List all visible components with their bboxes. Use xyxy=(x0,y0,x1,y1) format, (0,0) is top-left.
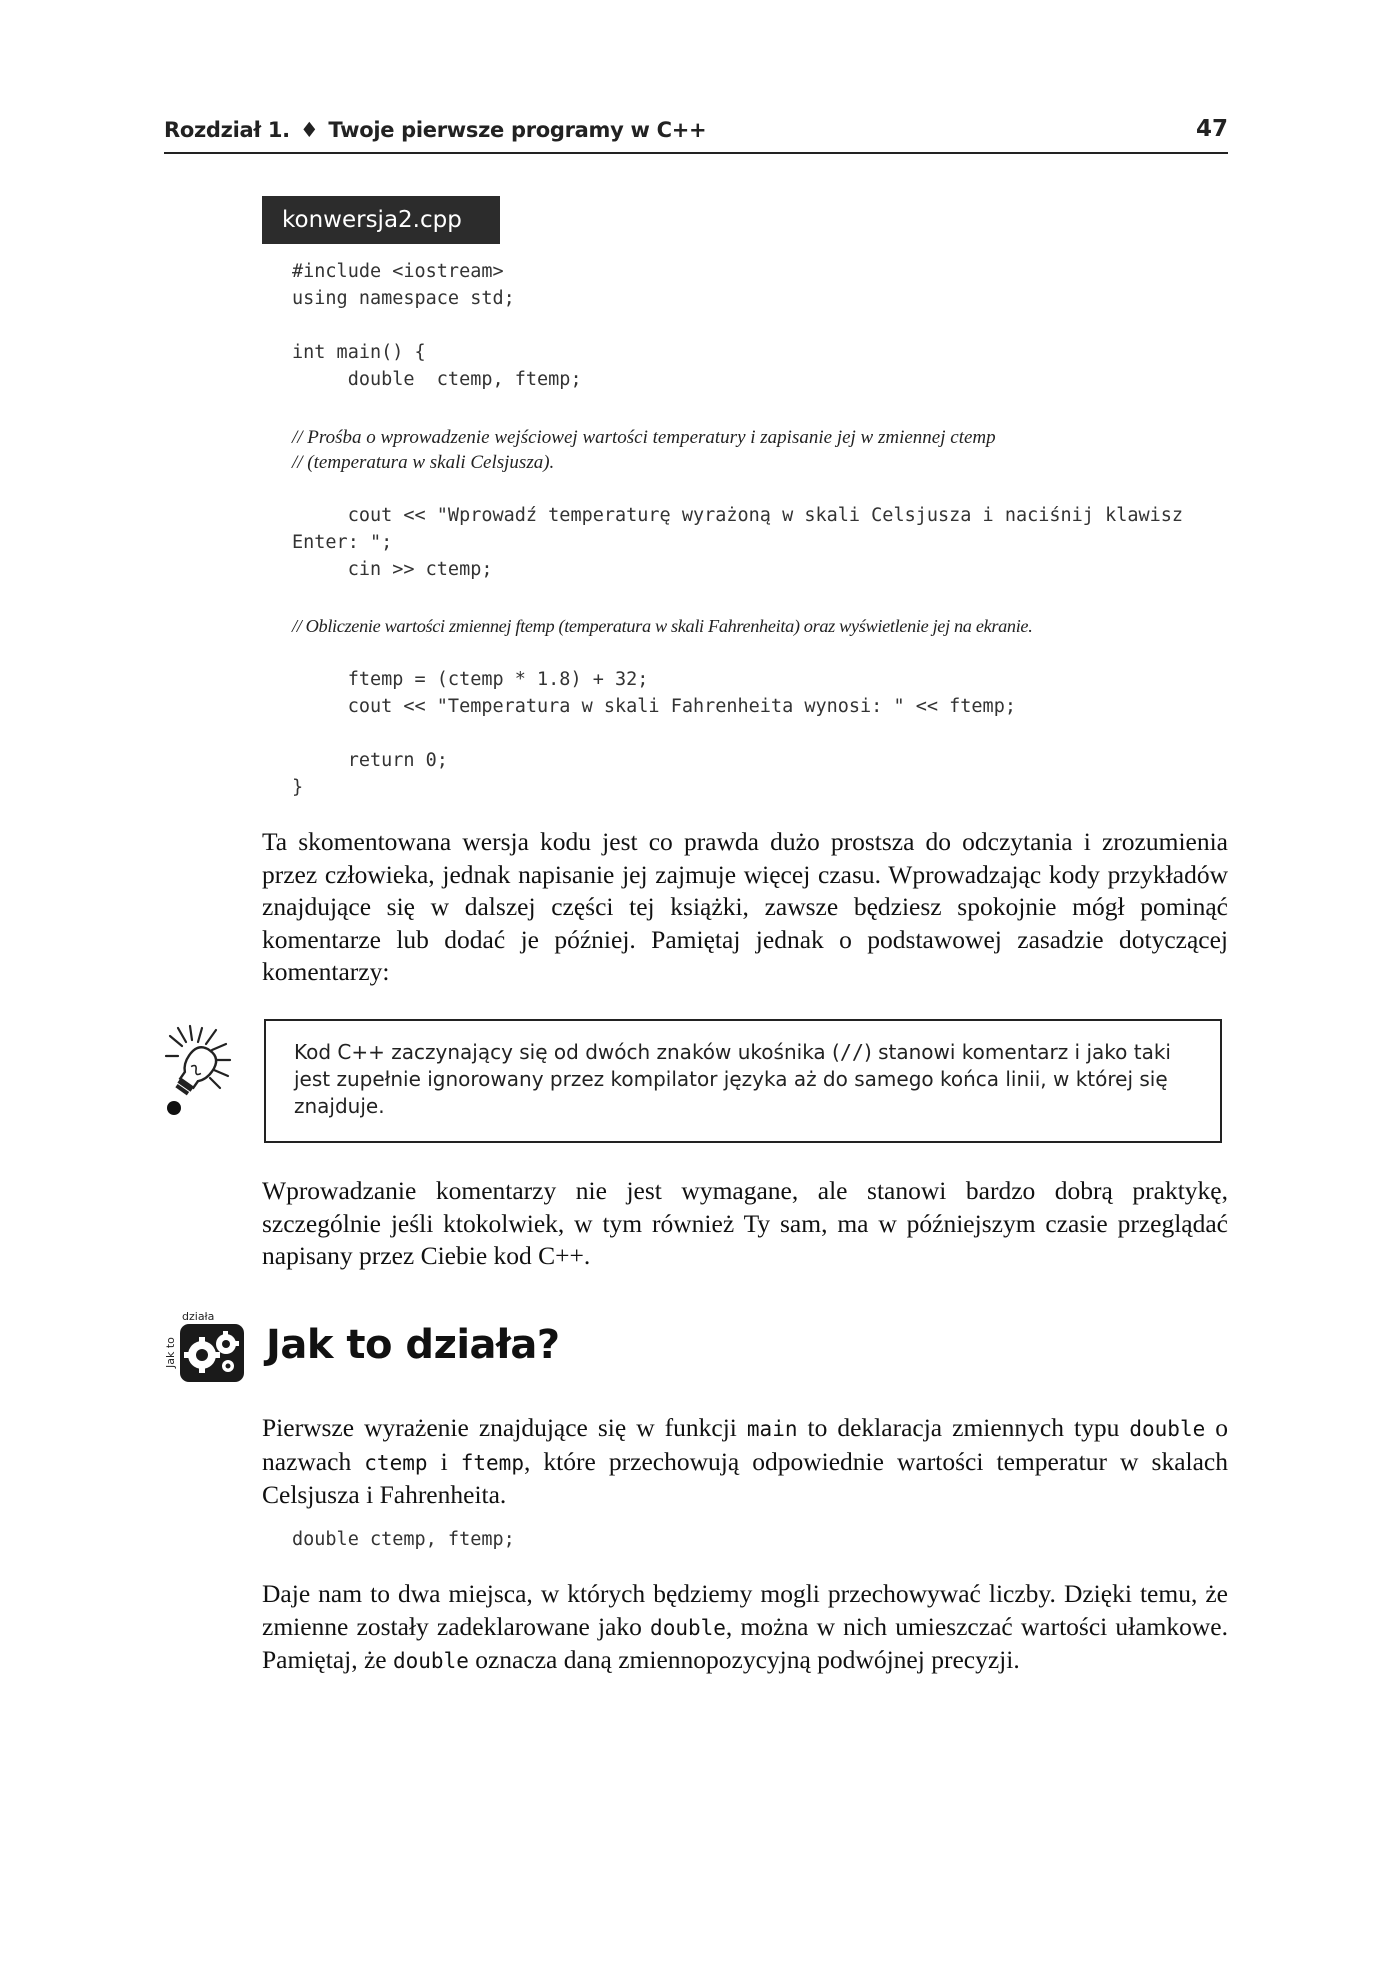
text-run: to deklaracja zmiennych typu xyxy=(797,1413,1130,1442)
section-title: Jak to działa? xyxy=(266,1322,560,1368)
text-run: , które przechowują odpowiednie wartości temperatur w skalach Celsjusza i Fahrenheita. xyxy=(262,1446,1228,1509)
inline-code: double xyxy=(650,1615,726,1640)
code-line: using namespace std; xyxy=(292,288,515,309)
lightbulb-icon xyxy=(160,1022,248,1118)
inline-code: main xyxy=(746,1417,798,1441)
code-line: } xyxy=(292,777,304,798)
body-paragraph: Ta skomentowana wersja kodu jest co prawda dużo prostsza do odczytania i zrozumienia przez człowieka, jednak napisanie jej zajmuje więcej czasu. Wprowadzając kody przykładów znajdujące się w dalszej części tej książki, zawsze będziesz spokojnie mógł pominąć komentarze lub dodać je później. Pamiętaj jednak o podstawowej zasadzie dotyczącej komentarzy: xyxy=(262,827,1228,986)
inline-code: double xyxy=(1129,1417,1206,1441)
text-run: o nazwach xyxy=(262,1413,1229,1476)
running-header xyxy=(164,118,1228,154)
text-run: Daje nam to dwa miejsca, w których będziemy mogli przechowywać liczby. Dzięki temu, że zmienne zostały zadeklarowane jako xyxy=(262,1579,1228,1641)
body-paragraph xyxy=(262,1578,1228,1678)
code-line: ftemp = (ctemp * 1.8) + 32; xyxy=(292,669,649,690)
body-paragraph: Wprowadzanie komentarzy nie jest wymagane, ale stanowi bardzo dobrą praktykę, szczególnie jeśli ktokolwiek, w tym również Ty sam, ma w późniejszym czasie przeglądać napisany przez Ciebie kod C++. xyxy=(262,1176,1228,1270)
inline-code: ftemp xyxy=(460,1450,524,1475)
code-line: cout << "Temperatura w skali Fahrenheita wynosi: " << ftemp; xyxy=(292,696,1016,717)
text-run: oznacza daną zmiennopozycyjną podwójnej precyzji. xyxy=(468,1645,1020,1674)
tip-text xyxy=(294,1039,1194,1120)
page-number: 47 xyxy=(1195,116,1228,142)
body-paragraph xyxy=(262,1412,1228,1512)
gear-icon xyxy=(164,1310,250,1386)
chapter-title xyxy=(164,118,706,142)
code-comment: // Prośba o wprowadzenie wejściowej wartości temperatury i zapisanie jej w zmiennej ctemp xyxy=(292,427,996,448)
code-line: double ctemp, ftemp; xyxy=(292,1529,515,1550)
code-line: cin >> ctemp; xyxy=(292,559,493,580)
icon-label-side: Jak to xyxy=(164,1337,177,1368)
how-it-works-icon xyxy=(164,1310,250,1386)
code-comment: // Obliczenie wartości zmiennej ftemp (temperatura w skali Fahrenheita) oraz wyświetlenie jej na ekranie. xyxy=(292,616,1033,636)
inline-code: ctemp xyxy=(364,1450,428,1475)
tip-text-part: Kod C++ zaczynający się od dwóch znaków ukośnika ( xyxy=(294,1040,840,1064)
chapter-number: Rozdział 1. xyxy=(164,118,290,142)
text-run: i xyxy=(427,1446,461,1476)
code-line: return 0; xyxy=(292,750,448,771)
icon-label-top: działa xyxy=(182,1310,215,1323)
code-line: #include <iostream> xyxy=(292,261,504,282)
text-run: , można w nich umieszczać wartości ułamkowe. Pamiętaj, że xyxy=(262,1611,1229,1674)
code-line: Enter: "; xyxy=(292,532,393,553)
file-label: konwersja2.cpp xyxy=(262,196,500,244)
tip-box xyxy=(264,1019,1222,1143)
diamond-separator: ♦ xyxy=(299,118,319,142)
code-line: cout << "Wprowadź temperaturę wyrażoną w skali Celsjusza i naciśnij klawisz xyxy=(292,505,1184,526)
code-line: double ctemp, ftemp; xyxy=(292,369,582,390)
inline-code: double xyxy=(393,1649,469,1673)
chapter-name: Twoje pierwsze programy w C++ xyxy=(328,118,707,142)
code-line: int main() { xyxy=(292,342,426,363)
text-run: Pierwsze wyrażenie znajdujące się w funkcji xyxy=(262,1413,747,1442)
code-comment: // (temperatura w skali Celsjusza). xyxy=(292,452,555,473)
tip-text-part: ) stanowi komentarz i jako taki jest zupełnie ignorowany przez kompilator języka aż do samego końca linii, w której się znajduje. xyxy=(294,1040,1171,1118)
tip-slashes: // xyxy=(839,1040,864,1064)
